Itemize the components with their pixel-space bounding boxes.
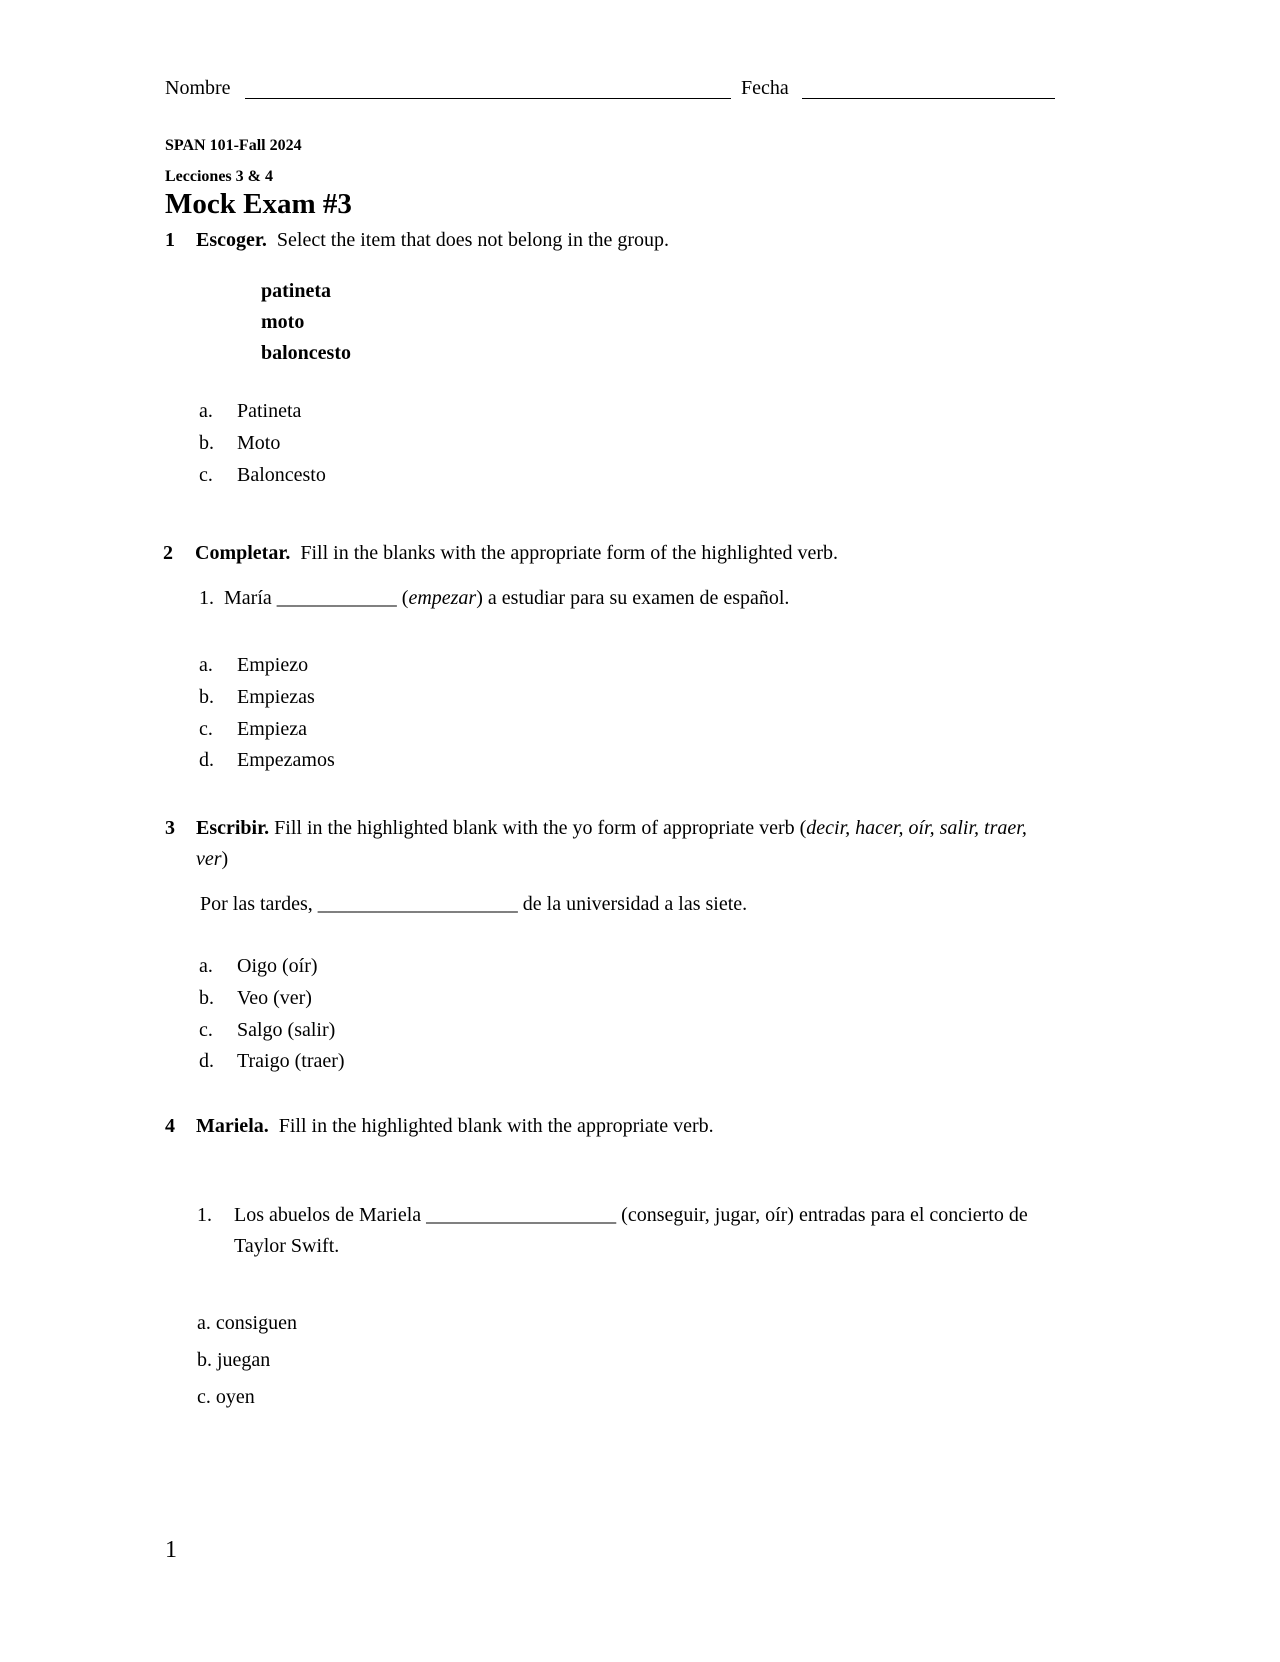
q3-sentence: Por las tardes, ____________________ de la universidad a las siete. (200, 893, 748, 915)
q3-option-b[interactable]: b. Veo (ver) (199, 987, 312, 1009)
q2-option-d[interactable]: d. Empezamos (199, 749, 335, 771)
q3-number: 3 (165, 817, 175, 839)
q1-number: 1 (165, 229, 175, 251)
page-number: 1 (165, 1537, 177, 1563)
course-label: SPAN 101-Fall 2024 (165, 137, 302, 154)
q3-prompt-line2: ver) (196, 848, 229, 870)
date-label: Fecha (741, 77, 789, 99)
q3-option-d[interactable]: d. Traigo (traer) (199, 1050, 345, 1072)
q4-sentence-line2: Taylor Swift. (234, 1235, 340, 1257)
q3-blank[interactable]: ____________________ (317, 893, 518, 915)
name-label: Nombre (165, 77, 231, 99)
name-line[interactable] (245, 80, 731, 99)
q4-instruction: Fill in the highlighted blank with the appropriate verb. (278, 1115, 714, 1137)
q3-option-a[interactable]: a. Oigo (oír) (199, 955, 318, 977)
q2-sentence: 1. María ____________ (empezar) a estudiar para su examen de español. (199, 587, 790, 609)
q2-option-c[interactable]: c. Empieza (199, 718, 307, 740)
q3-instruction: Fill in the highlighted blank with the yo form of appropriate verb ( (274, 817, 807, 839)
q4-heading: Mariela. (196, 1115, 269, 1137)
q1-heading: Escoger. (196, 229, 267, 251)
q2-verb: empezar (408, 587, 477, 609)
q1-group-item: baloncesto (261, 342, 351, 364)
q1-group-item: moto (261, 311, 305, 333)
q4-item-number: 1. (197, 1204, 212, 1226)
date-line[interactable] (802, 80, 1055, 99)
q2-option-a[interactable]: a. Empiezo (199, 654, 309, 676)
q2-instruction: Fill in the blanks with the appropriate form of the highlighted verb. (300, 542, 839, 564)
q4-blank[interactable]: ___________________ (426, 1204, 617, 1226)
q4-prompt (196, 1116, 714, 1136)
q2-prompt (195, 543, 838, 563)
q4-option-c[interactable]: c. oyen (197, 1386, 255, 1408)
q2-option-b[interactable]: b. Empiezas (199, 686, 315, 708)
q2-heading: Completar. (195, 542, 291, 564)
q3-option-c[interactable]: c. Salgo (salir) (199, 1019, 336, 1041)
q1-option-b[interactable]: b. Moto (199, 432, 281, 454)
q3-heading: Escribir. (196, 817, 270, 839)
q4-sentence: Los abuelos de Mariela ___________________ (conseguir, jugar, oír) entradas para el concierto de (234, 1204, 1028, 1226)
q1-option-c[interactable]: c. Baloncesto (199, 464, 326, 486)
q3-prompt (196, 818, 1027, 838)
q1-group-item: patineta (261, 280, 331, 302)
lessons-label: Lecciones 3 & 4 (165, 168, 273, 185)
q4-number: 4 (165, 1115, 175, 1137)
q1-option-a[interactable]: a. Patineta (199, 400, 302, 422)
q4-option-a[interactable]: a. consiguen (197, 1312, 297, 1334)
q3-verbs: decir, hacer, oír, salir, traer, (806, 817, 1027, 839)
q1-instruction: Select the item that does not belong in the group. (276, 229, 670, 251)
q2-blank[interactable]: ____________ (276, 587, 397, 609)
q1-prompt (196, 230, 669, 250)
q4-option-b[interactable]: b. juegan (197, 1349, 271, 1371)
page-title: Mock Exam #3 (165, 188, 352, 220)
q2-number: 2 (163, 542, 173, 564)
